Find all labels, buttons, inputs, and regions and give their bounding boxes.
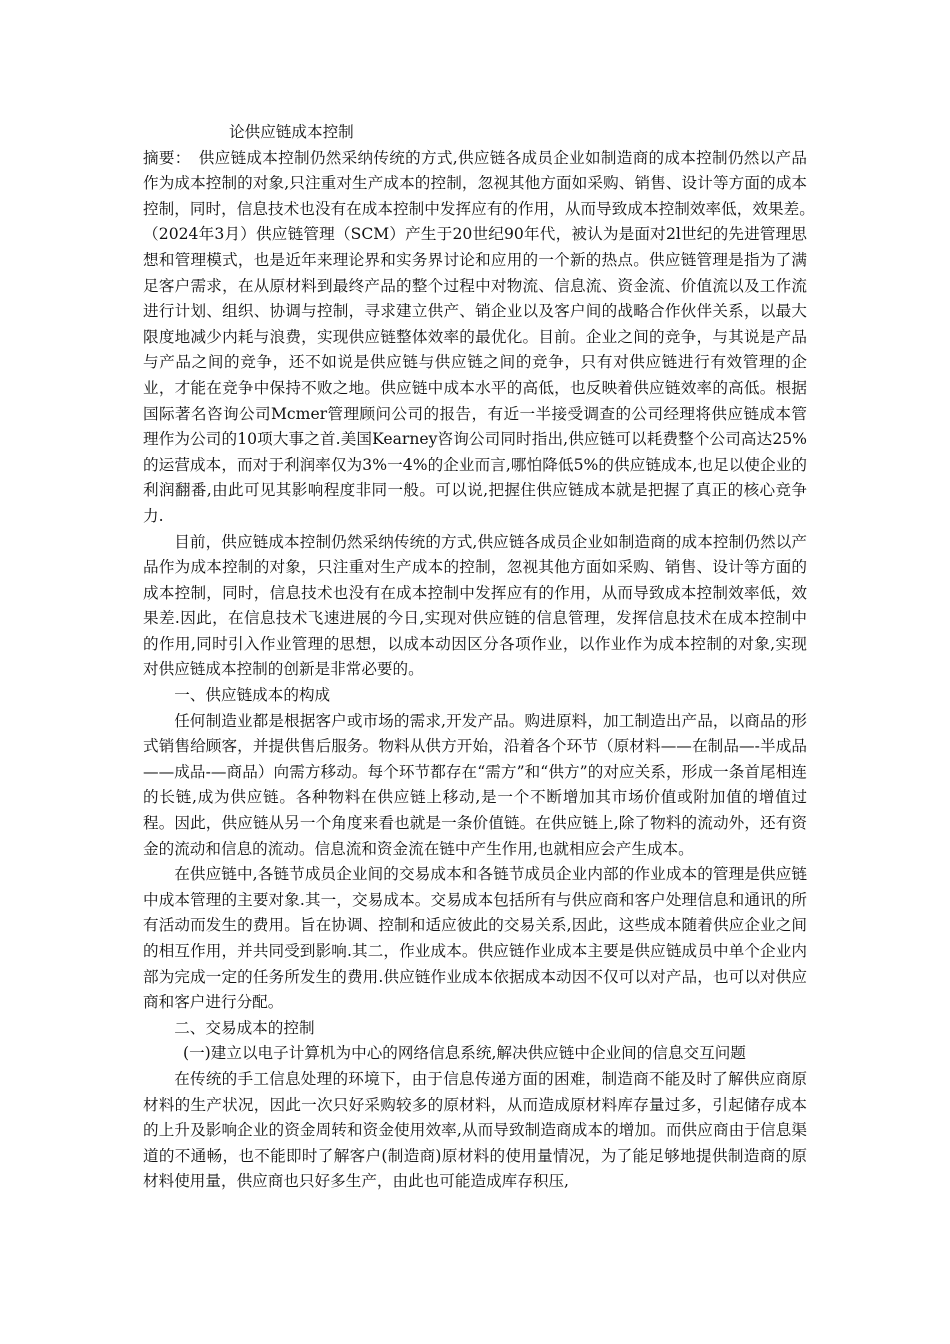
subsection-heading-network: (一)建立以电子计算机为中心的网络信息系统,解决供应链中企业间的信息交互问题	[183, 1044, 746, 1063]
body-paragraph: 在供应链中,各链节成员企业间的交易成本和各链节成员企业内部的作业成本的管理是供应链中成本管理的主要对象.其一，交易成本。交易成本包括所有与供应商和客户处理信息和通讯的所有活动而发生的费用。旨在协调、控制和适应彼此的交易关系,因此，这些成本随着供应企业之间的相互作用，并共同受到影响.其二，作业成本。供应链作业成本主要是供应链成员中单个企业内部为完成一定的任务所发生的费用.供应链作业成本依据成本动因不仅可以对产品，也可以对供应商和客户进行分配。	[143, 865, 807, 1012]
document-page	[143, 120, 839, 1195]
body-paragraph: 任何制造业都是根据客户或市场的需求,开发产品。购进原料，加工制造出产品，以商品的形式销售给顾客，并提供售后服务。物料从供方开始，沿着各个环节（原材料——在制品—-半成品——成品-—商品）向需方移动。每个环节都存在“需方”和“供方”的对应关系，形成一条首尾相连的长链,成为供应链。各种物料在供应链上移动,是一个不断增加其市场价值或附加值的增值过程。因此，供应链从另一个角度来看也就是一条价值链。在供应链上,除了物料的流动外，还有资金的流动和信息的流动。信息流和资金流在链中产生作用,也就相应会产生成本。	[143, 711, 807, 858]
body-paragraph: 在传统的手工信息处理的环境下，由于信息传递方面的困难，制造商不能及时了解供应商原材料的生产状况，因此一次只好采购较多的原材料，从而造成原材料库存量过多，引起储存成本的上升及影响企业的资金周转和资金使用效率,从而导致制造商成本的增加。而供应商由于信息渠道的不通畅，也不能即时了解客户(制造商)原材料的使用量情况，为了能足够地提供制造商的原材料使用量，供应商也只好多生产，由此也可能造成库存积压,	[143, 1069, 807, 1191]
intro-paragraph: 目前，供应链成本控制仍然采纳传统的方式,供应链各成员企业如制造商的成本控制仍然以产品作为成本控制的对象，只注重对生产成本的控制，忽视其他方面如采购、销售、设计等方面的成本控制，同时，信息技术也没有在成本控制中发挥应有的作用，从而导致成本控制效率低，效果差.因此，在信息技术飞速进展的今日,实现对供应链的信息管理，发挥信息技术在成本控制中的作用,同时引入作业管理的思想，以成本动因区分各项作业，以作业作为成本控制的对象,实现对供应链成本控制的创新是非常必要的。	[143, 532, 807, 679]
document-title: 论供应链成本控制	[229, 123, 354, 141]
abstract-paragraph: 摘要： 供应链成本控制仍然采纳传统的方式,供应链各成员企业如制造商的成本控制仍然以产品作为成本控制的对象,只注重对生产成本的控制，忽视其他方面如采购、销售、设计等方面的成本控制，同时，信息技术也没有在成本控制中发挥应有的作用，从而导致成本控制效率低，效果差。 （2024年3月）供应链管理（SCM）产生于20世纪90年代，被认为是面对2l世纪的先进管理思想和管理模式，也是近年来理论界和实务界讨论和应用的一个新的热点。供应链管理是指为了满足客户需求，在从原材料到最终产品的整个过程中对物流、信息流、资金流、价值流以及工作流进行计划、组织、协调与控制，寻求建立供产、销企业以及客户间的战略合作伙伴关系，以最大限度地减少内耗与浪费，实现供应链整体效率的最优化。目前。企业之间的竞争，与其说是产品与产品之间的竞争，还不如说是供应链与供应链之间的竞争，只有对供应链进行有效管理的企业，才能在竞争中保持不败之地。供应链中成本水平的高低，也反映着供应链效率的高低。根据国际著名咨询公司Mcmer管理顾问公司的报告，有近一半接受调查的公司经理将供应链成本管理作为公司的10项大事之首.美国Kearney咨询公司同时指出,供应链可以耗费整个公司高达25%的运营成本，而对于利润率仅为3%一4%的企业而言,哪怕降低5%的供应链成本,也足以使企业的利润翻番,由此可见其影响程度非同一般。可以说,把握住供应链成本就是把握了真正的核心竞争力.	[143, 148, 839, 525]
section-heading-transaction-cost: 二、交易成本的控制	[174, 1018, 315, 1037]
section-heading-composition: 一、供应链成本的构成	[174, 686, 331, 705]
